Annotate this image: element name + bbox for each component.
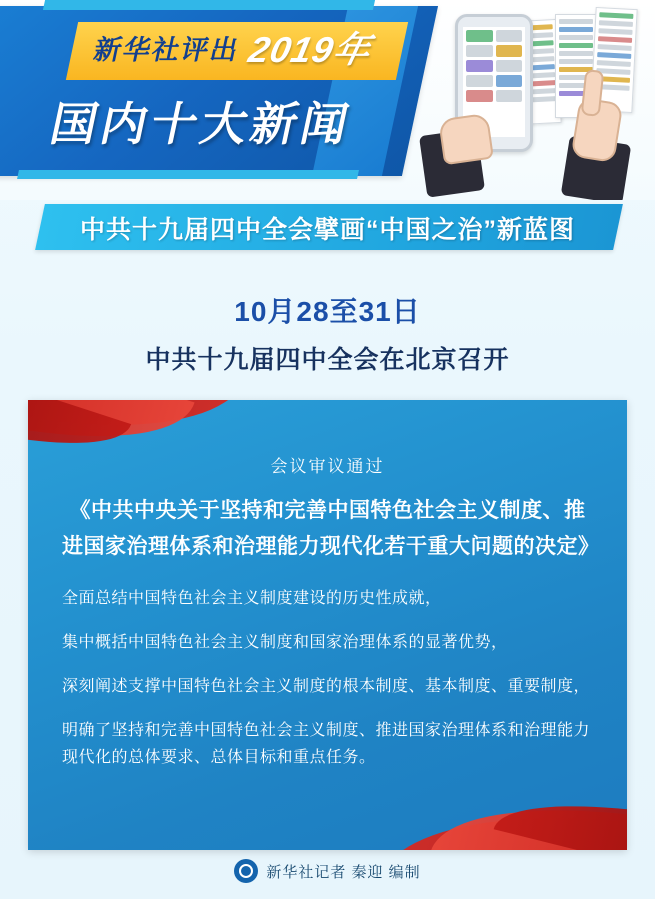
footer-credit: 新华社记者 秦迎 编制	[266, 863, 421, 881]
event-name: 中共十九届四中全会在北京召开	[145, 346, 510, 374]
left-hand-icon	[438, 113, 494, 166]
header-cyan-edge-bottom	[17, 170, 359, 179]
subtitle-ribbon	[0, 204, 655, 262]
card-paragraph: 深刻阐述支撑中国特色社会主义制度的根本制度、基本制度、重要制度，	[62, 678, 591, 695]
xinhua-logo-icon	[234, 859, 258, 883]
header-year: 2019年	[245, 29, 376, 70]
footer	[0, 859, 655, 883]
date-block	[0, 290, 655, 376]
date-range: 10月28至31日	[234, 296, 421, 327]
card-paragraph: 全面总结中国特色社会主义制度建设的历史性成就，	[62, 590, 442, 607]
ribbon-text: 中共十九届四中全会擘画“中国之治”新蓝图	[79, 216, 575, 244]
content-card	[28, 400, 627, 850]
phone-illustration	[397, 4, 647, 200]
header-badge-text: 新华社评出	[91, 35, 243, 65]
header-cyan-edge-top	[43, 0, 375, 10]
card-paragraph: 集中概括中国特色社会主义制度和国家治理体系的显著优势，	[62, 634, 508, 651]
header-headline: 国内十大新闻	[45, 98, 357, 150]
poster-header	[0, 0, 655, 200]
card-title: 《中共中央关于坚持和完善中国特色社会主义制度、推进国家治理体系和治理能力现代化若干重大问题的决定》	[62, 499, 600, 558]
card-paragraph: 明确了坚持和完善中国特色社会主义制度、推进国家治理体系和治理能力现代化的总体要求、总体目标和重点任务。	[62, 722, 591, 766]
card-kicker: 会议审议通过	[270, 457, 385, 476]
